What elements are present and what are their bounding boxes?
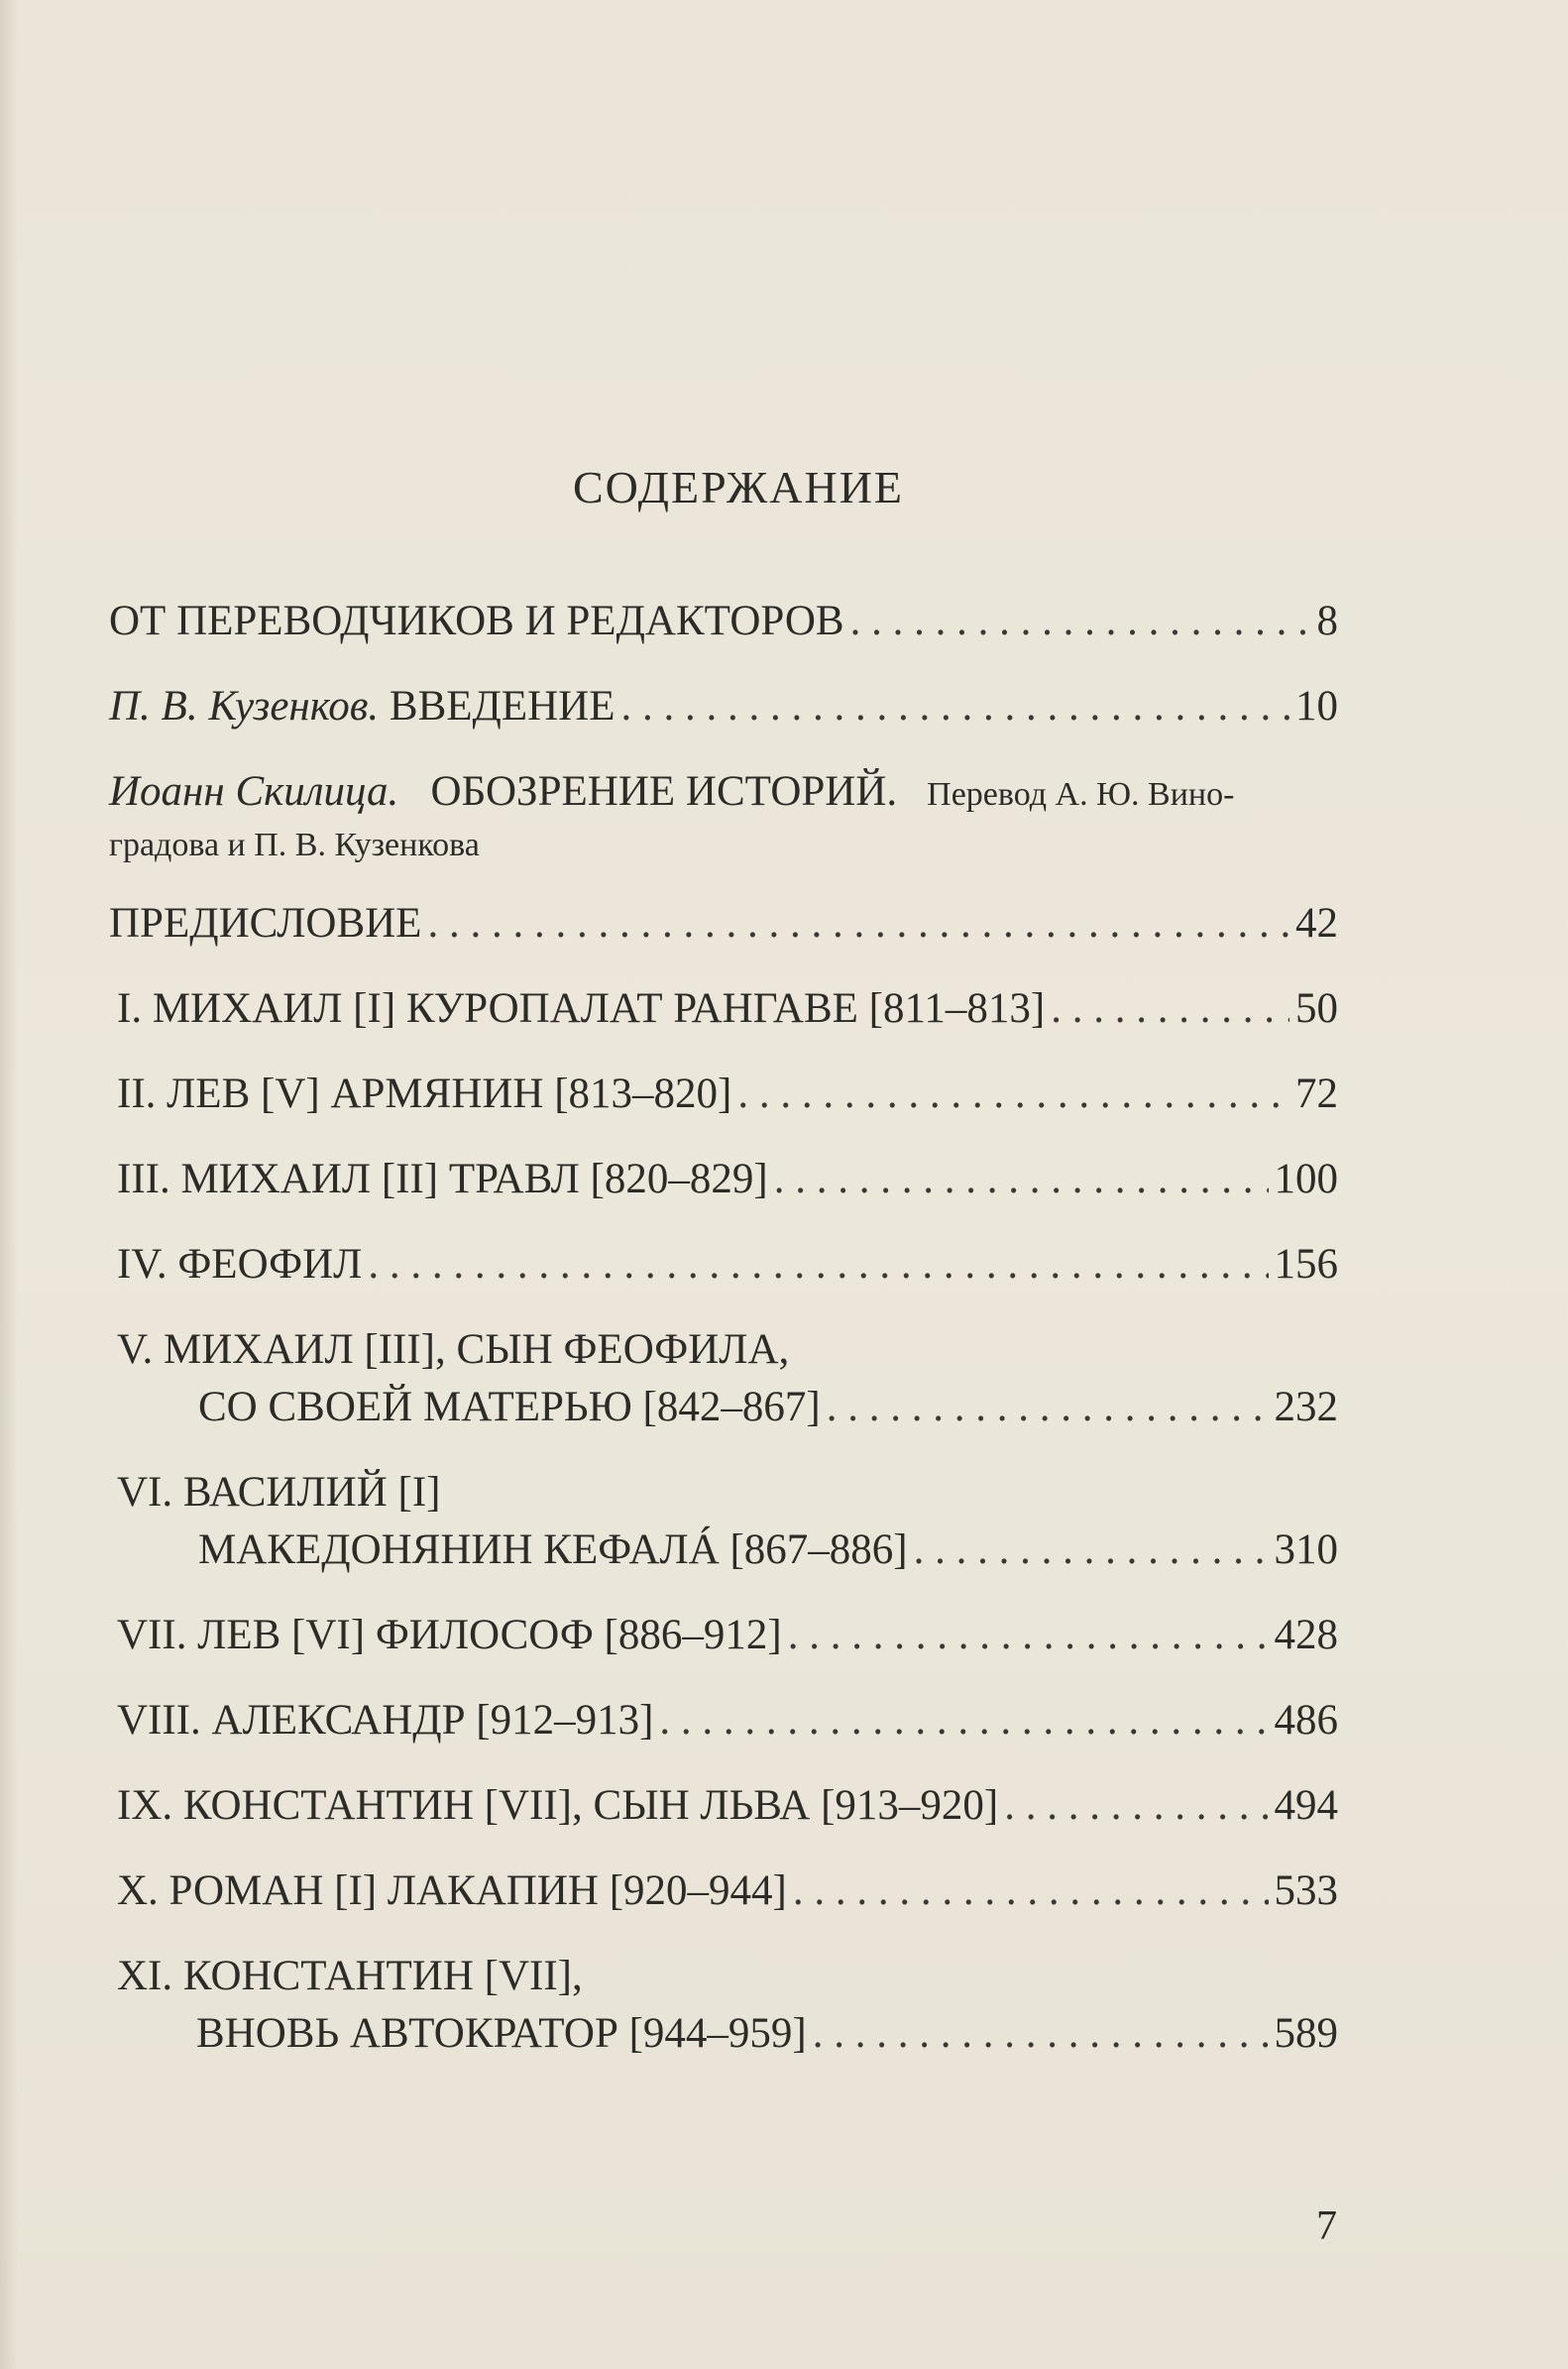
toc-entry[interactable]: [109, 678, 1338, 735]
toc-entry-title: IX. КОНСТАНТИН [VII], СЫН ЛЬВА [913–920]: [117, 1782, 999, 1829]
toc-entry[interactable]: [109, 1948, 1338, 2063]
toc-entry-title: VII. ЛЕВ [VI] ФИЛОСОФ [886–912]: [117, 1612, 782, 1658]
toc-entry-title: II. ЛЕВ [V] АРМЯНИН [813–820]: [117, 1071, 732, 1117]
toc-page-number: 42: [1295, 900, 1338, 947]
toc-page-number: 8: [1316, 598, 1338, 644]
table-of-contents: [109, 593, 1338, 2090]
toc-page-number: 10: [1295, 683, 1338, 730]
toc-entry-title: ВВЕДЕНИЕ: [389, 683, 616, 730]
leader-dots: [368, 1236, 1268, 1294]
toc-page-number: 156: [1274, 1241, 1338, 1288]
toc-entry-title: III. МИХАИЛ [II] ТРАВЛ [820–829]: [117, 1156, 768, 1202]
toc-entry-author: Иоанн Скилица.: [109, 768, 399, 815]
toc-page-number: 428: [1274, 1612, 1338, 1658]
toc-page-number: 589: [1274, 2010, 1338, 2057]
page-title: СОДЕРЖАНИЕ: [572, 462, 905, 512]
toc-entry[interactable]: [109, 895, 1338, 953]
leader-dots: [788, 1607, 1269, 1664]
leader-dots: [427, 895, 1289, 953]
toc-entry-title: I. МИХАИЛ [I] КУРОПАЛАТ РАНГАВЕ [811–813]: [117, 985, 1046, 1032]
toc-entry[interactable]: [109, 1607, 1338, 1664]
toc-page-number: 50: [1295, 985, 1338, 1032]
toc-entry-title-continued: МАКЕДОНЯНИН КЕФАЛÁ [867–886]: [198, 1526, 908, 1573]
toc-entry[interactable]: [109, 1692, 1338, 1749]
leader-dots: [850, 593, 1311, 650]
toc-entry-title: ОТ ПЕРЕВОДЧИКОВ И РЕДАКТОРОВ: [109, 598, 844, 644]
toc-entry-author: П. В. Кузенков.: [109, 683, 380, 730]
leader-dots: [774, 1151, 1269, 1208]
toc-entry-title: V. МИХАИЛ [III], СЫН ФЕОФИЛА,: [117, 1326, 790, 1373]
leader-dots: [827, 1379, 1269, 1436]
toc-entry-title: ПРЕДИСЛОВИЕ: [109, 900, 422, 947]
toc-page-number: 533: [1274, 1867, 1338, 1914]
leader-dots: [659, 1692, 1268, 1749]
toc-page-number: 486: [1274, 1697, 1338, 1744]
toc-page-number: 494: [1274, 1782, 1338, 1829]
toc-entry[interactable]: [109, 1236, 1338, 1294]
toc-page-number: 232: [1274, 1384, 1338, 1430]
leader-dots: [737, 1066, 1289, 1123]
leader-dots: [621, 678, 1290, 735]
toc-entry-title: X. РОМАН [I] ЛАКАПИН [920–944]: [117, 1867, 787, 1914]
toc-entry[interactable]: [109, 980, 1338, 1038]
toc-entry[interactable]: [109, 593, 1338, 650]
toc-entry-title: VI. ВАСИЛИЙ [I]: [117, 1469, 441, 1516]
translator-note-continued: градова и П. В. Кузенкова: [109, 827, 480, 863]
page-number: 7: [1316, 2203, 1337, 2249]
page-gutter-shadow: [0, 0, 18, 2369]
toc-page-number: 72: [1295, 1071, 1338, 1117]
toc-entry[interactable]: [109, 1321, 1338, 1436]
toc-entry-title: IV. ФЕОФИЛ: [117, 1241, 363, 1288]
toc-entry-title: ОБОЗРЕНИЕ ИСТОРИЙ.: [430, 768, 898, 815]
toc-entry[interactable]: [109, 1862, 1338, 1920]
toc-entry-title: XI. КОНСТАНТИН [VII],: [117, 1953, 583, 1999]
leader-dots: [1051, 980, 1289, 1038]
toc-page-number: 100: [1274, 1156, 1338, 1202]
toc-entry[interactable]: [109, 1464, 1338, 1579]
toc-entry-title-continued: СО СВОЕЙ МАТЕРЬЮ [842–867]: [198, 1384, 821, 1430]
leader-dots: [1004, 1777, 1268, 1835]
toc-work-heading: [109, 763, 1338, 867]
toc-entry-title-continued: ВНОВЬ АВТОКРАТОР [944–959]: [196, 2010, 807, 2057]
translator-note: Перевод А. Ю. Вино-: [927, 776, 1235, 813]
toc-entry[interactable]: [109, 1777, 1338, 1835]
toc-page-number: 310: [1274, 1526, 1338, 1573]
leader-dots: [813, 2005, 1269, 2063]
toc-entry[interactable]: [109, 1066, 1338, 1123]
leader-dots: [793, 1862, 1269, 1920]
leader-dots: [914, 1522, 1269, 1579]
toc-entry[interactable]: [109, 1151, 1338, 1208]
toc-entry-title: VIII. АЛЕКСАНДР [912–913]: [117, 1697, 654, 1744]
